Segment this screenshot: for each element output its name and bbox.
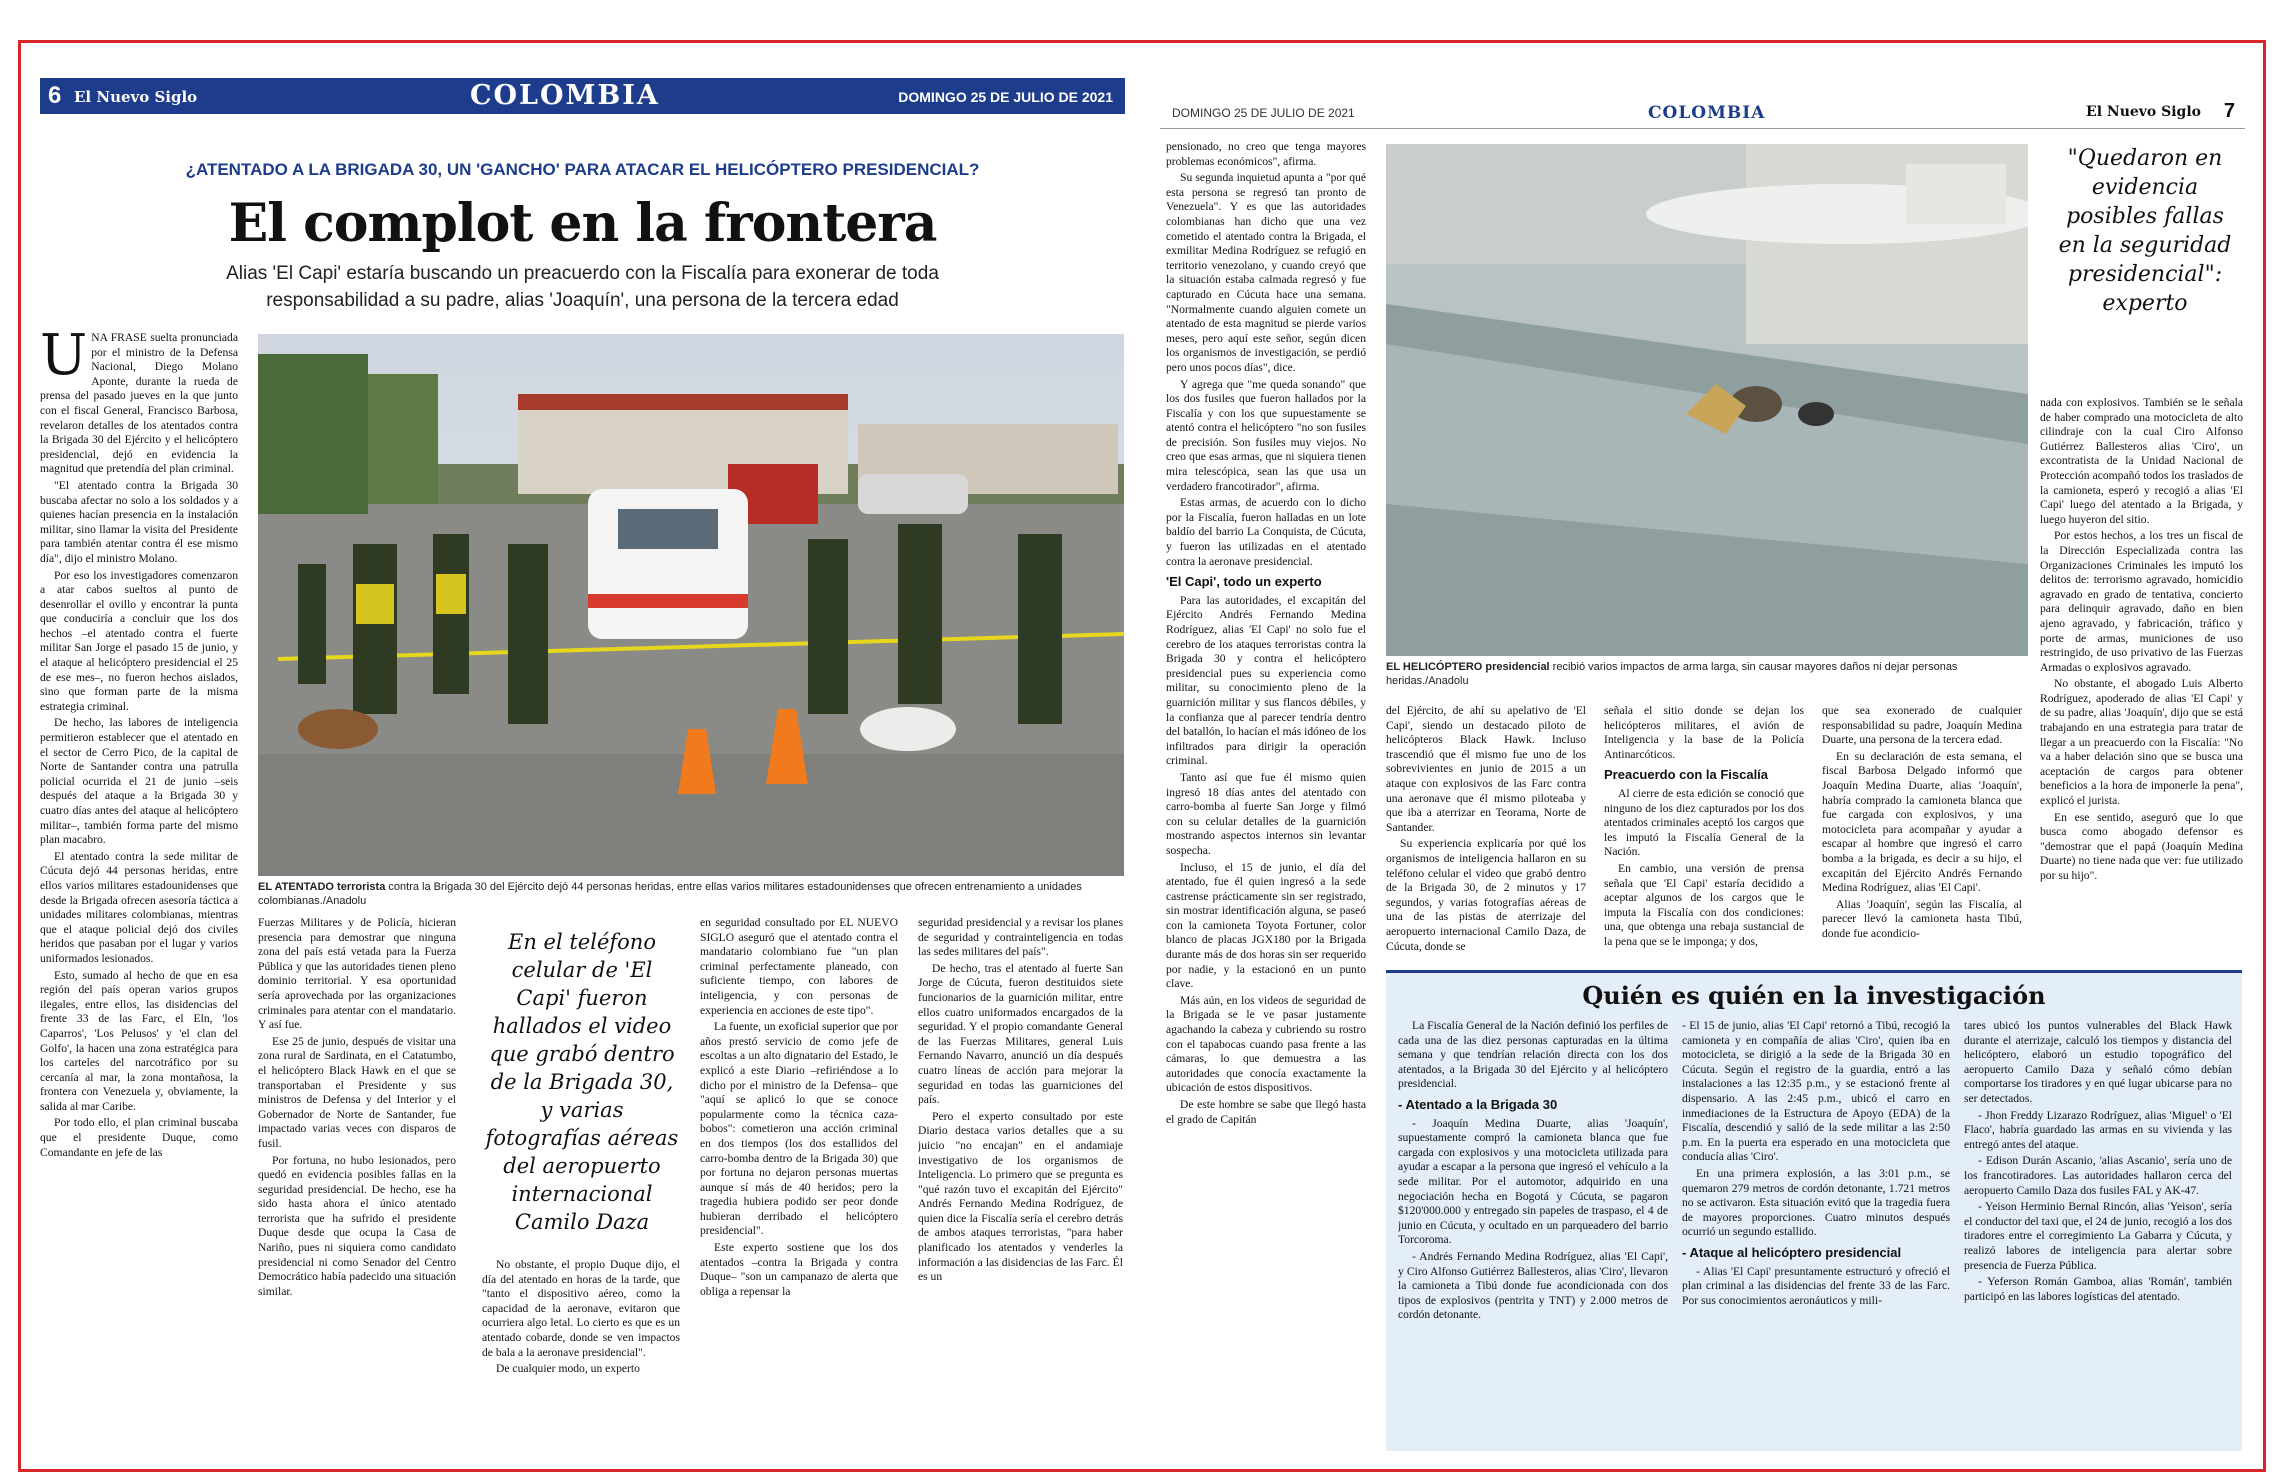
newspaper-brand: El Nuevo Siglo (74, 88, 198, 106)
paragraph: Incluso, el 15 de junio, el día del atentado, fue él quien ingresó a la sede castrense prácticamente sin ser registrado, sin mostrar identificación alguna, se paseó con la camioneta Toyota Fortuner, color blanco de placas JGX180 por la Brigada durante más de dos horas sin ser requerido por nadie, y la estacionó en un punto clave. (1166, 860, 1366, 991)
paragraph: Ese 25 de junio, después de visitar una zona rural de Sardinata, en el Catatumbo, el helicóptero Black Hawk en el que se transportaban el Presidente y sus ministros de Defensa y del Interior y el Gobernador de Norte de Santander, fue impactado varias veces con disparos de fusil. (258, 1034, 456, 1150)
paragraph: del Ejército, de ahí su apelativo de 'El Capi', siendo un destacado piloto de helicópteros Black Hawk. Incluso trascendió que él mismo fue uno de los sobrevivientes en junio de 2015 a un ataque con explosivos de las Farc contra una aeronave que él mismo piloteaba y que iba a aterrizar en Teorama, Norte de Santander. (1386, 704, 1586, 834)
paragraph: - Yeferson Román Gamboa, alias 'Román', también participó en las labores logísticas del atentado. (1964, 1275, 2232, 1303)
issue-date: DOMINGO 25 DE JULIO DE 2021 (898, 89, 1113, 105)
caption-lead: EL ATENTADO terrorista (258, 881, 386, 893)
paragraph: En ese sentido, aseguró que lo que busca como abogado defensor es "demostrar que el papá (Joaquín Medina Duarte) no tiene nada que ver: fue utilizado por su hijo". (2040, 810, 2243, 882)
section-name: COLOMBIA (470, 80, 660, 111)
paragraph: Al cierre de esta edición se conoció que ninguno de los diez capturados por los dos atentados criminales aceptó los cargos que les imputó la Fiscalía General de la Nación. (1604, 786, 1804, 859)
box-subheading: - Atentado a la Brigada 30 (1398, 1096, 1558, 1112)
who-is-who-box (1386, 970, 2242, 1451)
article-column-1 (40, 331, 238, 1456)
caption-text: recibió varios impactos de arma larga, sin causar mayores daños ni dejar personas heridas./Anadolu (1386, 661, 1958, 687)
article-column-1 (1166, 140, 1366, 1450)
paragraph: De hecho, las labores de inteligencia permitieron establecer que el atentado en el sector de Cerro Pico, de la capital de Norte de Santander contra una patrulla policial ocurrida el 21 de junio –seis después del ataque a la Brigada 30 y cuatro días antes del ataque al helicóptero militar–, también forma parte del mismo plan macabro. (40, 716, 238, 847)
paragraph: La Fiscalía General de la Nación definió los perfiles de cada una de las diez personas capturadas en la última semana y que tendrían relación directa con los dos atentados, a la Brigada 30 del Ejército y al helicóptero presidencial. (1398, 1019, 1668, 1091)
box-column-3 (1964, 1019, 2232, 1444)
paragraph: - Andrés Fernando Medina Rodríguez, alias 'El Capi', y Ciro Alfonso Gutiérrez Ballesteros, alias 'Ciro', llevaron la camioneta a Tibú donde fue acondicionada con dos tipos de explosivos (pentrita y TNT) y 2.000 metros de cordón detonante. (1398, 1249, 1668, 1322)
paragraph: Su experiencia explicaría por qué los organismos de inteligencia hallaron en su teléfono celular el video que grabó dentro de la Brigada 30, de 2 minutos y 17 segundos, y varias fotografías aéreas de una de las pistas de aterrizaje del aeropuerto internacional Camilo Daza, de Cúcuta, donde se (1386, 837, 1586, 953)
article-column-2 (258, 916, 456, 1456)
paragraph: - Jhon Freddy Lizarazo Rodríguez, alias 'Miguel' o 'El Flaco', habría guardado las armas en su vivienda y las entregó antes del ataque. (1964, 1108, 2232, 1151)
paragraph: que sea exonerado de cualquier responsabilidad su padre, Joaquín Medina Duarte, una persona de la tercera edad. (1822, 704, 2022, 747)
paragraph: De cualquier modo, un experto (496, 1362, 640, 1376)
issue-date: DOMINGO 25 DE JULIO DE 2021 (1172, 106, 1355, 120)
article-headline: El complot en la frontera (228, 193, 937, 254)
paragraph: Alias 'Joaquín', según las Fiscalía, al parecer llevó la camioneta hasta Tibú, donde fue acondicio- (1822, 897, 2022, 940)
paragraph: - Edison Durán Ascanio, 'alias Ascanio', sería uno de los francotiradores. Las autoridades hallaron cerca del aeropuerto Camilo Daza dos fusiles FAL y AK-47. (1964, 1154, 2232, 1197)
paragraph: Por eso los investigadores comenzaron a atar cabos sueltos al punto de desenrollar el ovillo y encontrar la punta que conduciría a concluir que los dos hechos –el atentado contra el fuerte militar San Jorge el pasado 15 de junio, y el ataque al helicóptero presidencial el 25 de ese mes–, no fueron hechos aislados, sino que forman parte de la misma estrategia criminal. (40, 568, 238, 713)
paragraph: señala el sitio donde se dejan los helicópteros militares, el avión de Inteligencia y la base de la Policía Antinarcóticos. (1604, 704, 1804, 761)
article-column-2 (1386, 704, 1586, 966)
article-column-3 (1604, 704, 1804, 966)
page-number: 6 (48, 82, 62, 109)
paragraph: - Joaquín Medina Duarte, alias 'Joaquín', supuestamente compró la camioneta blanca que fue cargada con explosivos y una motocicleta utilizada para ayudar a escapar a la persona que ingresó el vehículo a la sede militar. Por el automotor, adquirido en una negociación hecha en Bogotá y Cúcuta, se pagaron $120'000.000 y entregado sin papeles de traspaso, el 4 de junio en Cúcuta, y ocultado en un parqueadero del barrio Torcoroma. (1398, 1116, 1668, 1247)
left-page (40, 48, 1125, 1468)
main-photo-caption (258, 880, 1124, 908)
main-photo-attack-scene (258, 334, 1124, 876)
paragraph: - Alias 'El Capi' presuntamente estructuró y ofreció el plan criminal a las disidencias del frente 33 de las Farc. Por sus conocimientos aeronáuticos y mili- (1682, 1264, 1950, 1307)
paragraph: De hecho, tras el atentado al fuerte San Jorge de Cúcuta, fueron destituidos siete funcionarios de la guarnición militar, entre ellos cuatro uniformados encargados de la seguridad. Y el propio comandante General de las Fuerzas Militares, general Luis Fernando Navarro, anunció un día después cuatro líneas de acción para mejorar la seguridad en todas las guarniciones del país. (918, 961, 1123, 1107)
paragraph: La fuente, un exoficial superior que por años prestó servicio de como jefe de escoltas a un alto dignatario del Estado, le explicó a este Diario –refiriéndose a lo dicho por el ministro de la Defensa– que "aquí se aplicó lo que se conoce popularmente como la técnica caza-bobos": cometieron una acción criminal en dos tiempos (los dos estallidos del carro-bomba dentro de la Brigada 30) que por fortuna no dejaron personas muertas aunque sí más de 40 heridos; pero la tragedia hubiera podido ser peor donde hubieran derribado el helicóptero presidencial". (700, 1020, 898, 1238)
drop-cap: U (40, 331, 88, 388)
article-kicker: ¿ATENTADO A LA BRIGADA 30, UN 'GANCHO' PARA ATACAR EL HELICÓPTERO PRESIDENCIAL? (185, 160, 980, 179)
pull-quote: En el teléfono celular de 'El Capi' fueron hallados el video que grabó dentro de la Brigada 30, y varias fotografías aéreas del aeropuerto internacional Camilo Daza (485, 930, 679, 1234)
paragraph: Y agrega que "me queda sonando" que los dos fusiles que fueron hallados por la Fiscalía y con los que supuestamente se atentó contra el helicóptero "no son fusiles de precisión. Son fusiles muy viejos. No creo que esas armas, que ni siquiera tienen mira telescópica, sean las que usa un verdadero francotirador", afirma. (1166, 377, 1366, 493)
paragraph: Más aún, en los videos de seguridad de la Brigada se le ve pasar justamente agachando la cabeza y cubriendo su rostro con el tapabocas cuando pasa frente a las cámaras, lo que demuestra a las autoridades que conocía exactamente la ubicación de estos dispositivos. (1166, 993, 1366, 1095)
header-rule (1160, 128, 2245, 129)
paragraph: Fuerzas Militares y de Policía, hicieran presencia para demostrar que ninguna zona del país está vetada para la Fuerza Pública y que las autoridades tienen pleno dominio territorial. Y esa oportunidad sería aprovechada por las organizaciones criminales para atentar con el mandatario. Y así fue. (258, 916, 456, 1032)
paragraph: Este experto sostiene que los dos atentados –contra la Brigada y contra Duque– "son un campanazo de alerta que obliga a repensar la (700, 1241, 898, 1298)
paragraph: Esto, sumado al hecho de que en esa región del país operan varios grupos ilegales, entre ellos, las disidencias del frente 33 de las Farc, el Eln, 'los Caparros', 'Los Pelusos' y 'el clan del Golfo', la hacen una zona estratégica para los carteles del narcotráfico por su cercanía al mar, la zona montañosa, la frontera con Venezuela y, obviamente, la salida al mar Caribe. (40, 968, 238, 1113)
paragraph: Tanto así que fue él mismo quien ingresó 18 días antes del atentado con carro-bomba al fuerte San Jorge y filmó con su celular detalles de la guarnición mostrando aspectos internos sin levantar sospecha. (1166, 770, 1366, 857)
article-column-4 (700, 916, 898, 1456)
right-page (1160, 48, 2245, 1468)
article-column-5 (2040, 396, 2243, 966)
pull-quote: "Quedaron en evidencia posibles fallas en la seguridad presidencial": experto (2058, 146, 2232, 316)
caption-lead: EL HELICÓPTERO presidencial (1386, 661, 1550, 673)
paragraph: De este hombre se sabe que llegó hasta el grado de Capitán (1166, 1098, 1366, 1126)
helicopter-photo-caption (1386, 660, 1986, 688)
paragraph: En una primera explosión, a las 3:01 p.m., se quemaron 279 metros de cordón detonante, 1.721 metros no se activaron. Esta situación evitó que la tragedia fuera de mayores proporciones. Cuatro minutos después ocurrió un segundo estallido. (1682, 1166, 1950, 1239)
paragraph: tares ubicó los puntos vulnerables del Black Hawk durante el aterrizaje, calculó los tiempos y distancia del helicóptero, elaboró un estudio topográfico del aeropuerto Camilo Daza y señaló cómo debían comportarse los tiradores y en qué lugar ubicarse para no ser detectados. (1964, 1019, 2232, 1105)
paragraph: Por todo ello, el plan criminal buscaba que el presidente Duque, como Comandante en jefe de las (40, 1116, 238, 1159)
box-column-1 (1398, 1019, 1668, 1444)
section-name: COLOMBIA (1648, 103, 1766, 123)
paragraph: Estas armas, de acuerdo con lo dicho por la Fiscalía, fueron halladas en un lote baldío del barrio La Conquista, de Cúcuta, y fueron las utilizadas en el atentado contra la aeronave presidencial. (1166, 496, 1366, 568)
subheading: 'El Capi', todo un experto (1166, 574, 1322, 590)
paragraph: Para las autoridades, el excapitán del Ejército Andrés Fernando Medina Rodríguez, alias 'El Capi' no solo fue el cerebro de los ataques terroristas contra la Brigada 30 y contra el helicóptero presidencial pues su experiencia como militar, su conocimiento pleno de la guarnición militar y sus flancos débiles, y la confianza que al parecer tendría dentro del batallón, lo hacían el más idóneo de los infiltrados para dirigir la operación criminal. (1166, 593, 1366, 768)
paragraph: - Yeison Herminio Bernal Rincón, alias 'Yeison', sería el conductor del taxi que, el 24 de junio, recogió a los dos tiradores entre el corregimiento La Gabarra y Cúcuta, y realizó labores de inteligencia para alertar sobre presencia de Fuerza Pública. (1964, 1200, 2232, 1272)
box-column-2 (1682, 1019, 1950, 1444)
page-number: 7 (2223, 100, 2235, 122)
article-column-5 (918, 916, 1123, 1456)
paragraph: - El 15 de junio, alias 'El Capi' retornó a Tibú, recogió la camioneta y en compañía de alias 'Ciro', quien iba en motocicleta, se dirigió a la sede de la Brigada 30 en Cúcuta. Según el registro de la guardia, entró a las instalaciones a las 12:35 p.m., y se estacionó frente al dispensario. A las 2:45 p.m., ubicó el carro en inmediaciones de la Estructura de Apoyo (EDA) de la Fiscalía, descendió y salió de la sede militar a las 2:50 p.m. En la puerta era esperado en una motocicleta que conducía alias 'Ciro'. (1682, 1019, 1950, 1164)
paragraph: En su declaración de esta semana, el fiscal Barbosa Delgado informó que Joaquín Medina Duarte, alias 'Joaquín', habría comprado la camioneta blanca que fue cargada con explosivos, y una motocicleta para acompañar y ayudar a escapar al hombre que ingresó el carro bomba a la brigada, es decir a su hijo, el excapitán del Ejército Andrés Fernando Medina Rodríguez, alias 'El Capi'. (1822, 749, 2022, 895)
paragraph: Su segunda inquietud apunta a "por qué esta persona se regresó tan pronto de Venezuela". Y es que las autoridades colombianas han dicho que una vez cometido el atentado contra la Brigada, el exmilitar Medina Rodríguez se refugió en territorio venezolano, y cuando creyó que la situación estaba calmada regresó y fue capturado en Cúcuta hace una semana. "Normalmente cuando alguien comete un atentado de esta magnitud se pierde varios meses, pero aquí este señor, según dicen los organismos de investigación, se perdió pero unos pocos días", dice. (1166, 171, 1366, 374)
caption-text: contra la Brigada 30 del Ejército dejó 44 personas heridas, entre ellas varios militares estadounidenses que ofrecen entrenamiento a unidades colombianas./Anadolu (258, 881, 1082, 907)
paragraph: en seguridad consultado por EL NUEVO SIGLO aseguró que el atentado contra el mandatario colombiano fue "un plan criminal perfectamente planeado, con suficiente tiempo, con labores de inteligencia, y con personas de experiencia en acciones de este tipo". (700, 916, 898, 1017)
box-title: Quién es quién en la investigación (1582, 981, 2046, 1010)
article-column-3 (482, 1258, 680, 1458)
newspaper-brand: El Nuevo Siglo (2086, 104, 2201, 120)
article-column-4 (1822, 704, 2022, 966)
paragraph: Pero el experto consultado por este Diario destaca varios detalles que a su juicio "no encajan" en el andamiaje investigativo de los organismos de Inteligencia. Lo primero que se pregunta es "qué razón tuvo el excapitán del Ejército" Andrés Fernando Medina Rodríguez, de quien dice la Fiscalía sería el cerebro detrás de ambos ataques terroristas, "para haber planificado los atentados y venderles la información a las disidencias de las Farc. Él es un (918, 1109, 1123, 1284)
helicopter-photo (1386, 144, 2028, 656)
paragraph: NA FRASE suelta pronunciada por el ministro de la Defensa Nacional, Diego Molano Aponte, durante la rueda de prensa del pasado jueves en la que junto con el fiscal General, Francisco Barbosa, revelaron detalles de los atentados contra la Brigada 30 del Ejército y el helicóptero presidencial, dejó en evidencia la magnitud que pretendía del plan criminal. (40, 331, 238, 476)
article-deck: Alias 'El Capi' estaría buscando un preacuerdo con la Fiscalía para exonerar de toda responsabilidad a su padre, alias 'Joaquín', una persona de la tercera edad (226, 263, 939, 311)
paragraph: El atentado contra la sede militar de Cúcuta dejó 44 personas heridas, entre ellos varios militares estadounidenses que desde la Brigada ofrecen asesoría táctica a unidades militares colombianas, mientras que el ataque policial dejó dos civiles heridos que pasaban por el lugar y varios uniformados lesionados. (40, 849, 238, 965)
box-subheading: - Ataque al helicóptero presidencial (1682, 1244, 1902, 1260)
paragraph: pensionado, no creo que tenga mayores problemas económicos", afirma. (1166, 140, 1366, 168)
paragraph: No obstante, el abogado Luis Alberto Rodríguez, apoderado de alias 'El Capi' y de su padre, alias 'Joaquín', dijo que se está trabajando en una estrategia para tratar de llegar a un preacuerdo con la Fiscalía: "No va a haber delación sino que se busca una aceptación de cargos para obtener beneficios a la hora de imponerle la pena", explicó el jurista. (2040, 677, 2243, 808)
paragraph: Por fortuna, no hubo lesionados, pero quedó en evidencia posibles fallas en la seguridad presidencial. De hecho, ese ha sido hasta ahora el único atentado terrorista que ha sufrido el presidente Duque desde que ocupa la Casa de Nariño, pues ni siquiera como candidato presidencial ni como Senador del Centro Democrático había padecido una situación similar. (258, 1153, 456, 1298)
paragraph: No obstante, el propio Duque dijo, el día del atentado en horas de la tarde, que "tanto el dispositivo aéreo, como la capacidad de la aeronave, evitaron que ocurriera algo letal. Lo cierto es que es un atentado cobarde, donde se ven impactos de bala a la aeronave presidencial". (482, 1258, 680, 1359)
paragraph: "El atentado contra la Brigada 30 buscaba afectar no solo a los soldados y a quienes hacían presencia en la instalación militar, sino llamar la visita del Presidente para también atentar contra él ese mismo día", dijo el ministro Molano. (40, 478, 238, 565)
left-page-header (40, 78, 1125, 114)
right-page-header (1160, 98, 2245, 128)
subheading: Preacuerdo con la Fiscalía (1604, 767, 1769, 783)
paragraph: nada con explosivos. También se le señala de haber comprado una motocicleta de alto cilindraje con la cual Ciro Alfonso Gutiérrez Ballesteros alias 'Ciro', un excontratista de la Unidad Nacional de Protección acompañó todos los traslados de la camioneta, esperó y recogió a alias 'El Capi' luego del atentado a la Brigada, y luego huyeron del sitio. (2040, 396, 2243, 526)
paragraph: Por estos hechos, a los tres un fiscal de la Dirección Especializada contra las Organizaciones Criminales les imputó los delitos de: terrorismo agravado, homicidio agravado en grado de tentativa, concierto para delinquir agravado, daño en bien ajeno agravado, y fabricación, tráfico y porte de armas, municiones de uso restringido, de uso privativo de las Fuerzas Armadas o explosivos agravado. (2040, 529, 2243, 674)
paragraph: En cambio, una versión de prensa señala que 'El Capi' estaría decidido a aceptar algunos de los cargos que le imputa la Fiscalía con dos condiciones: una, que obtenga una rebaja sustancial de la pena que se le imponga; y dos, (1604, 861, 1804, 948)
paragraph: seguridad presidencial y a revisar los planes de seguridad y contrainteligencia en todas las sedes militares del país". (918, 916, 1123, 959)
